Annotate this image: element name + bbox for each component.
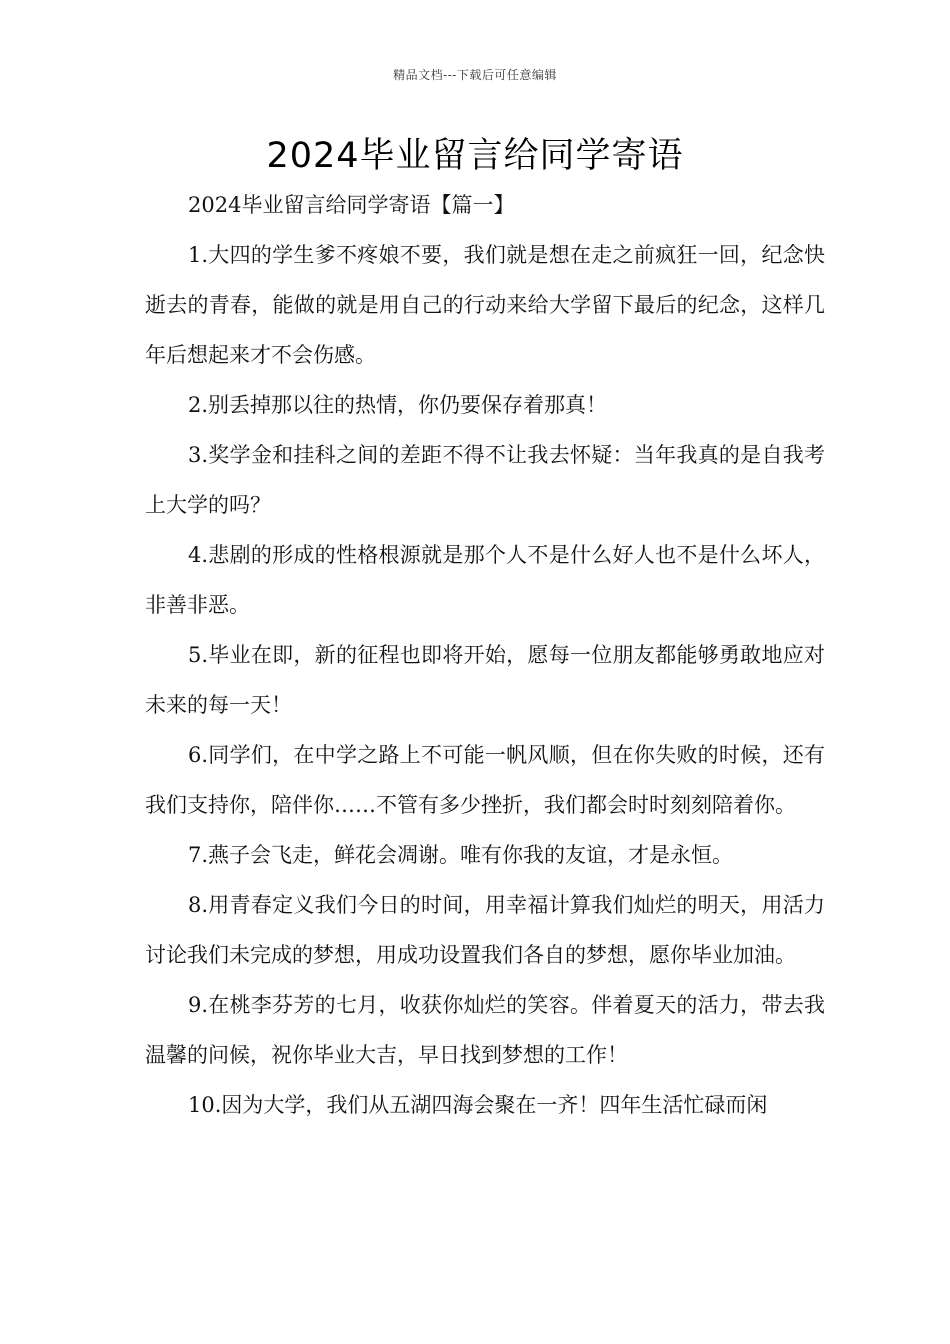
paragraph-6: 6.同学们，在中学之路上不可能一帆风顺，但在你失败的时候，还有我们支持你，陪伴你……不管有多少挫折，我们都会时时刻刻陪着你。 (145, 743, 825, 817)
paragraph-4: 4.悲剧的形成的性格根源就是那个人不是什么好人也不是什么坏人，非善非恶。 (145, 543, 825, 617)
paragraph-9: 9.在桃李芬芳的七月，收获你灿烂的笑容。伴着夏天的活力，带去我温馨的问候，祝你毕业大吉，早日找到梦想的工作！ (145, 993, 825, 1067)
paragraph-10: 10.因为大学，我们从五湖四海会聚在一齐！四年生活忙碌而闲 (188, 1093, 768, 1117)
paragraph-5: 5.毕业在即，新的征程也即将开始，愿每一位朋友都能够勇敢地应对未来的每一天！ (145, 643, 825, 717)
header-note: 精品文档---下载后可任意编辑 (393, 68, 557, 82)
paragraph-8: 8.用青春定义我们今日的时间，用幸福计算我们灿烂的明天，用活力讨论我们未完成的梦想，用成功设置我们各自的梦想，愿你毕业加油。 (145, 893, 825, 967)
paragraph-3: 3.奖学金和挂科之间的差距不得不让我去怀疑：当年我真的是自我考上大学的吗？ (145, 443, 825, 517)
section-heading: 2024毕业留言给同学寄语【篇一】 (188, 193, 515, 217)
paragraph-7: 7.燕子会飞走，鲜花会凋谢。唯有你我的友谊，才是永恒。 (188, 843, 734, 867)
document-body (145, 180, 825, 1130)
paragraph-1: 1.大四的学生爹不疼娘不要，我们就是想在走之前疯狂一回，纪念快逝去的青春，能做的就是用自己的行动来给大学留下最后的纪念，这样几年后想起来才不会伤感。 (145, 243, 825, 367)
paragraph-2: 2.别丢掉那以往的热情，你仍要保存着那真！ (188, 393, 608, 417)
document-title: 2024毕业留言给同学寄语 (266, 136, 684, 176)
